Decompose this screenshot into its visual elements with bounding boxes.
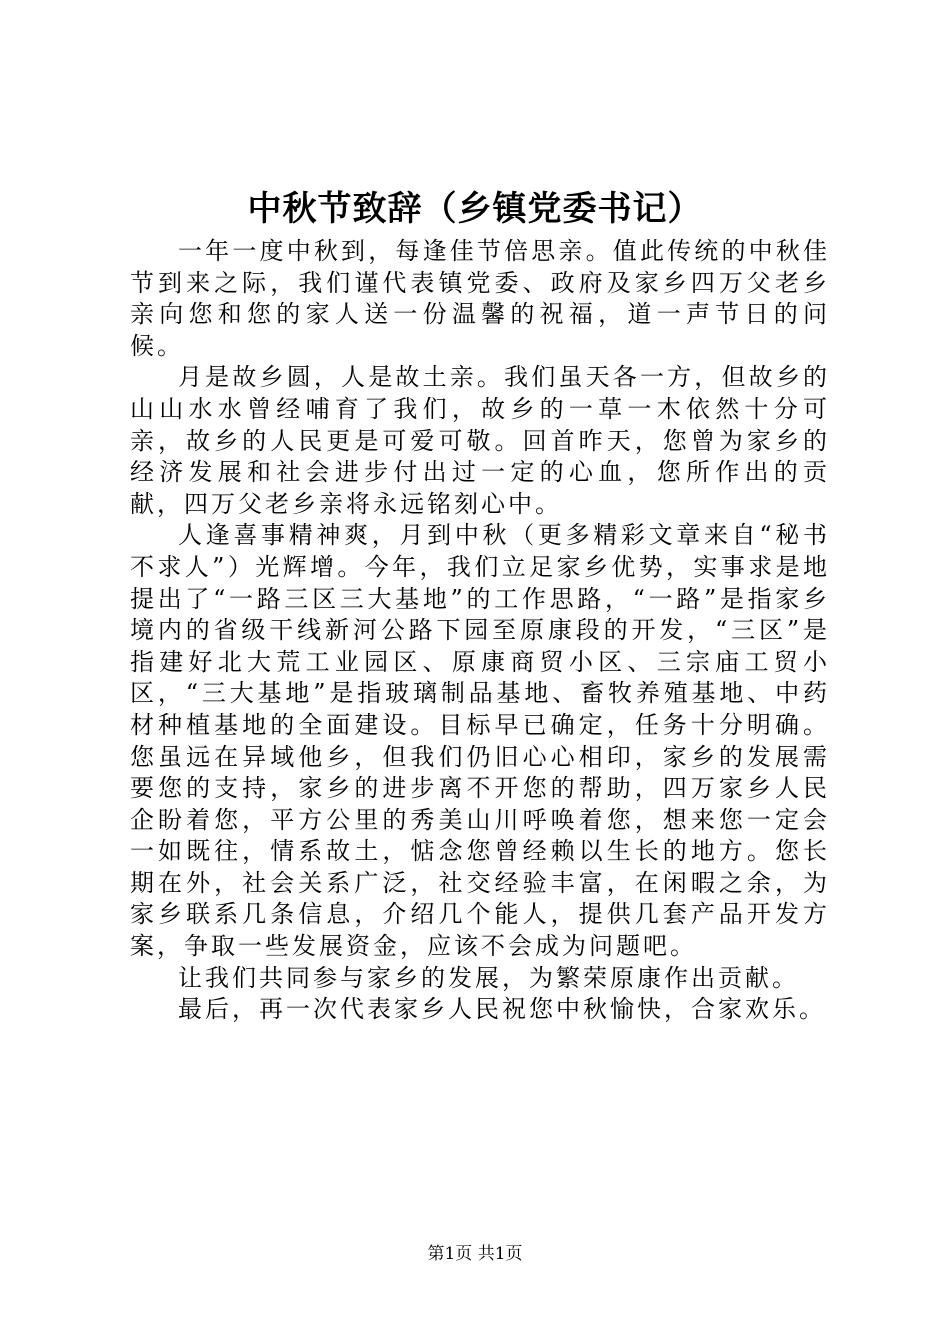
paragraph-3: 人逢喜事精神爽，月到中秋（更多精彩文章来自“秘书不求人”）光辉增。今年，我们立足家乡优势，实事求是地提出了“一路三区三大基地”的工作思路，“一路”是指家乡境内的省级干线新河公路下园至原康段的开发，“三区”是指建好北大荒工业园区、原康商贸小区、三宗庙工贸小区，“三大基地”是指玻璃制品基地、畜牧养殖基地、中药材种植基地的全面建设。目标早已确定，任务十分明确。您虽远在异域他乡，但我们仍旧心心相印，家乡的发展需要您的支持，家乡的进步离不开您的帮助，四万家乡人民企盼着您，平方公里的秀美山川呼唤着您，想来您一定会一如既往，情系故土，惦念您曾经赖以生长的地方。您长期在外，社会关系广泛，社交经验丰富，在闲暇之余，为家乡联系几条信息，介绍几个能人，提供几套产品开发方案，争取一些发展资金，应该不会成为问题吧。: [130, 521, 830, 961]
paragraph-4: 让我们共同参与家乡的发展，为繁荣原康作出贡献。: [178, 963, 799, 992]
document-body: [130, 236, 830, 1026]
page-footer: 第1页 共1页: [427, 1244, 523, 1264]
paragraph-5: 最后，再一次代表家乡人民祝您中秋愉快，合家欢乐。: [178, 995, 826, 1024]
document-title: 中秋节致辞（乡镇党委书记）: [247, 189, 703, 229]
paragraph-1: 一年一度中秋到，每逢佳节倍思亲。值此传统的中秋佳节到来之际，我们谨代表镇党委、政府及家乡四万父老乡亲向您和您的家人送一份温馨的祝福，道一声节日的问候。: [130, 237, 830, 360]
paragraph-2: 月是故乡圆，人是故土亲。我们虽天各一方，但故乡的山山水水曾经哺育了我们，故乡的一草一木依然十分可亲，故乡的人民更是可爱可敬。回首昨天，您曾为家乡的经济发展和社会进步付出过一定的心血，您所作出的贡献，四万父老乡亲将永远铭刻心中。: [130, 363, 830, 518]
